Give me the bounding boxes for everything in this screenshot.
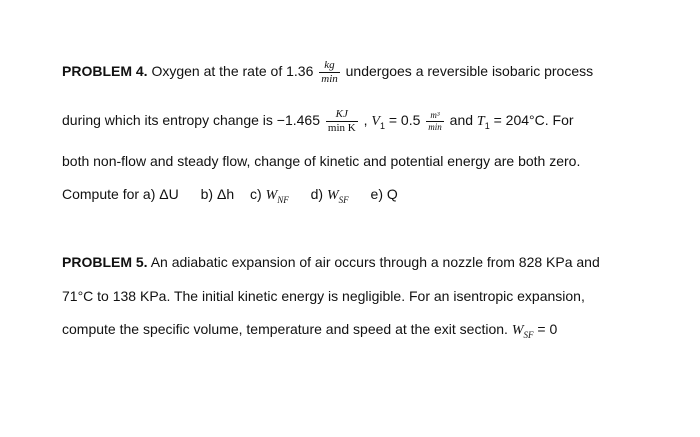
problem-5-line-1 — [62, 253, 600, 271]
problem-4-text: and — [449, 112, 474, 129]
problem-4-label: PROBLEM 4. — [62, 63, 148, 80]
problem-4-text: , — [363, 112, 368, 129]
part-e: e) Q — [370, 186, 398, 202]
problem-5-line-3 — [62, 320, 557, 344]
problem-5-text: compute the specific volume, temperature and speed at the exit section. — [62, 321, 508, 337]
problem-4-parts — [62, 185, 398, 209]
rate-fraction-numerator: kg — [319, 60, 340, 73]
t1-symbol: T — [476, 114, 485, 130]
part-a: Compute for a) ΔU — [62, 186, 179, 202]
problem-5-label: PROBLEM 5. — [62, 254, 148, 270]
rate-fraction-denominator: min — [321, 73, 338, 85]
problem-5-text: = 0 — [537, 321, 558, 337]
v1-symbol: V — [371, 114, 380, 130]
v1-subscript: 1 — [379, 121, 385, 131]
volume-fraction — [426, 111, 444, 132]
entropy-fraction-numerator: KJ — [326, 109, 358, 122]
part-c-label: c) — [250, 186, 262, 202]
part-c-subscript: NF — [277, 194, 289, 205]
problem-4-line-2 — [62, 109, 574, 135]
part-d-label: d) — [310, 186, 324, 202]
part-c-symbol: W — [265, 188, 278, 203]
problem-4-text: Oxygen at the rate of 1.36 — [151, 63, 314, 80]
entropy-fraction-denominator: min K — [327, 122, 356, 134]
problem-4-text: = 204°C. For — [493, 112, 574, 129]
problem-5-text: 71°C to 138 KPa. The initial kinetic energy is negligible. For an isentropic expansion, — [62, 288, 585, 304]
t1-subscript: 1 — [484, 121, 490, 131]
problem-4-text: = 0.5 — [388, 112, 421, 129]
problem-5-line-2 — [62, 287, 585, 305]
part-d-symbol: W — [326, 188, 339, 203]
volume-fraction-denominator: min — [428, 122, 442, 132]
problem-4-text: during which its entropy change is −1.465 — [62, 112, 320, 129]
problem-4-text: undergoes a reversible isobaric process — [345, 63, 594, 80]
wsf-symbol: W — [511, 323, 524, 338]
rate-fraction — [319, 60, 340, 85]
problem-4-line-1 — [62, 60, 593, 85]
problem-4-line-3 — [62, 152, 580, 170]
volume-fraction-numerator: m³ — [426, 111, 444, 122]
entropy-fraction — [326, 109, 358, 134]
wsf-subscript: SF — [523, 329, 534, 340]
problem-5-text: An adiabatic expansion of air occurs through a nozzle from 828 KPa and — [150, 254, 600, 270]
part-b: b) Δh — [200, 186, 235, 202]
problem-4-text: both non-flow and steady flow, change of kinetic and potential energy are both zero. — [62, 153, 581, 169]
part-d-subscript: SF — [338, 194, 349, 205]
